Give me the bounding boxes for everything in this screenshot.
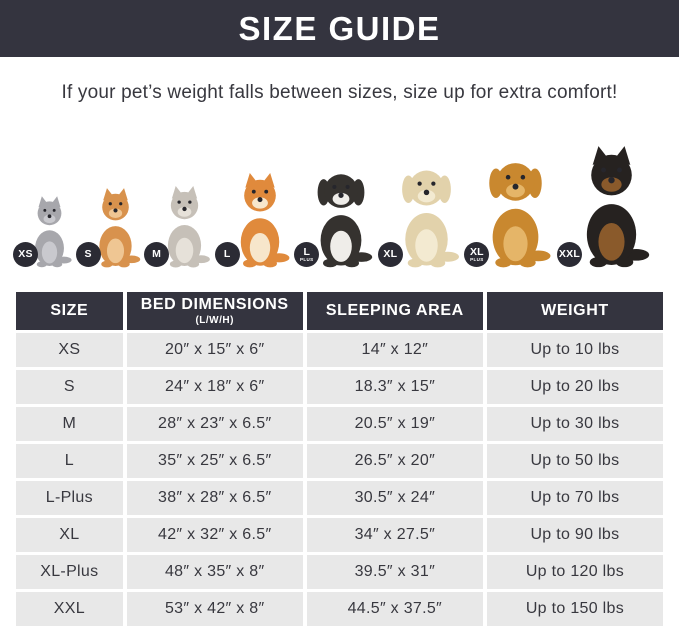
cell-size: XXL [16, 592, 123, 626]
size-badge [76, 242, 101, 267]
pet-labrador [383, 163, 464, 268]
table-row [16, 555, 663, 589]
size-badge-sublabel: PLUS [299, 257, 314, 262]
size-badge-label: S [84, 248, 92, 261]
size-badge [13, 242, 38, 267]
table-row [16, 370, 663, 404]
cell-bed-dimensions: 38″ x 28″ x 6.5″ [127, 481, 303, 515]
size-badge-label: XL [383, 248, 398, 261]
cell-weight: Up to 90 lbs [487, 518, 663, 552]
cell-bed-dimensions: 24″ x 18″ x 6″ [127, 370, 303, 404]
pet-french-bulldog [152, 186, 214, 268]
subtitle: If your pet’s weight falls between sizes, size up for extra comfort! [61, 82, 618, 103]
cell-weight: Up to 10 lbs [487, 333, 663, 367]
cell-size: XL-Plus [16, 555, 123, 589]
cell-size: M [16, 407, 123, 441]
table-row [16, 333, 663, 367]
col-header-size [16, 292, 123, 330]
cell-bed-dimensions: 42″ x 32″ x 6.5″ [127, 518, 303, 552]
title-bar [0, 0, 679, 57]
cell-size: S [16, 370, 123, 404]
size-table [12, 289, 667, 629]
col-header-weight-label: WEIGHT [541, 302, 609, 319]
table-row [16, 407, 663, 441]
table-row [16, 444, 663, 478]
col-header-sleeping-area-label: SLEEPING AREA [325, 302, 464, 319]
pet-cat [18, 196, 75, 268]
pet-shiba-inu [223, 173, 294, 268]
pet-pomeranian [84, 188, 144, 268]
cell-size: L-Plus [16, 481, 123, 515]
pet-border-collie [299, 167, 377, 268]
cell-sleeping-area: 39.5″ x 31″ [307, 555, 483, 589]
page-title: SIZE GUIDE [238, 9, 441, 47]
pets-row [0, 118, 679, 268]
cell-size: XS [16, 333, 123, 367]
cell-sleeping-area: 44.5″ x 37.5″ [307, 592, 483, 626]
size-badge [378, 242, 403, 267]
cell-weight: Up to 30 lbs [487, 407, 663, 441]
size-badge-label: M [152, 248, 162, 261]
col-header-bed-dimensions-label: BED DIMENSIONS [140, 296, 289, 313]
col-header-bed-dimensions-sub: (L/W/H) [195, 315, 234, 326]
size-badge-sublabel: PLUS [470, 257, 484, 262]
cell-sleeping-area: 18.3″ x 15″ [307, 370, 483, 404]
cell-sleeping-area: 14″ x 12″ [307, 333, 483, 367]
cell-size: L [16, 444, 123, 478]
cell-bed-dimensions: 28″ x 23″ x 6.5″ [127, 407, 303, 441]
cell-weight: Up to 120 lbs [487, 555, 663, 589]
cell-sleeping-area: 20.5″ x 19″ [307, 407, 483, 441]
table-row [16, 592, 663, 626]
col-header-sleeping-area [307, 292, 483, 330]
pet-doberman [558, 146, 655, 268]
cell-weight: Up to 50 lbs [487, 444, 663, 478]
cell-sleeping-area: 26.5″ x 20″ [307, 444, 483, 478]
size-badge [215, 242, 240, 267]
table-row [16, 481, 663, 515]
size-badge-label: L [223, 248, 231, 261]
cell-bed-dimensions: 20″ x 15″ x 6″ [127, 333, 303, 367]
cell-weight: Up to 70 lbs [487, 481, 663, 515]
size-badge [144, 242, 169, 267]
table-row [16, 518, 663, 552]
cell-bed-dimensions: 48″ x 35″ x 8″ [127, 555, 303, 589]
cell-sleeping-area: 34″ x 27.5″ [307, 518, 483, 552]
size-badge-label: XS [18, 248, 33, 261]
cell-sleeping-area: 30.5″ x 24″ [307, 481, 483, 515]
col-header-bed-dimensions [127, 292, 303, 330]
cell-weight: Up to 20 lbs [487, 370, 663, 404]
size-badge-label: XL [469, 245, 484, 258]
cell-bed-dimensions: 53″ x 42″ x 8″ [127, 592, 303, 626]
size-badge-label: L [303, 245, 311, 258]
cell-weight: Up to 150 lbs [487, 592, 663, 626]
col-header-weight [487, 292, 663, 330]
cell-size: XL [16, 518, 123, 552]
size-badge-label: XXL [558, 248, 580, 261]
pet-golden-retriever [469, 155, 556, 268]
col-header-size-label: SIZE [50, 302, 89, 319]
size-badge [557, 242, 582, 267]
table-header-row [16, 292, 663, 330]
cell-bed-dimensions: 35″ x 25″ x 6.5″ [127, 444, 303, 478]
